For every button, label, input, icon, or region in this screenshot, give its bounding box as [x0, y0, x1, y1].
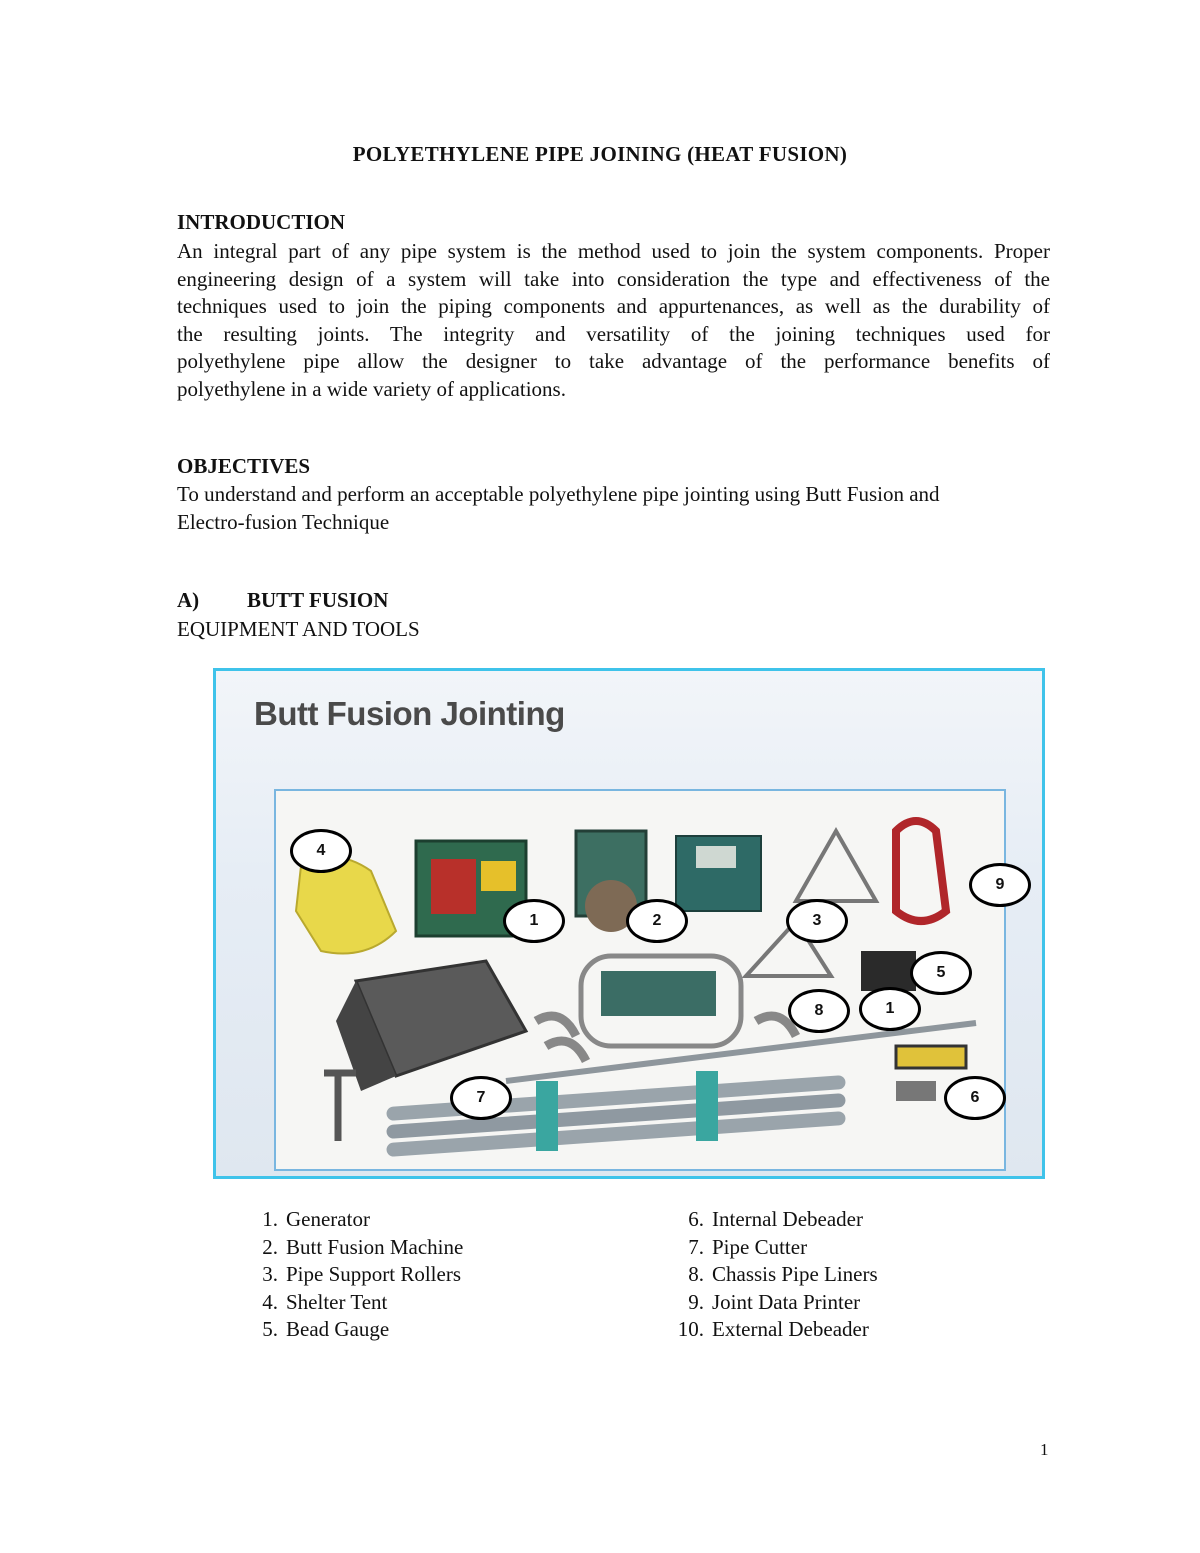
equipment-list-left — [244, 1206, 463, 1344]
document-title: POLYETHYLENE PIPE JOINING (HEAT FUSION) — [352, 142, 848, 166]
objectives-paragraph — [177, 481, 940, 536]
list-label: Butt Fusion Machine — [286, 1234, 464, 1259]
objectives-line: To understand and perform an acceptable polyethylene pipe jointing using Butt Fusion and — [177, 482, 940, 506]
figure-title: Butt Fusion Jointing — [254, 695, 565, 732]
list-label: Joint Data Printer — [712, 1289, 861, 1314]
section-a-letter: A) — [177, 588, 200, 612]
callout-3: 3 — [786, 899, 848, 943]
list-item — [670, 1289, 878, 1317]
list-item — [244, 1289, 463, 1317]
list-number: 1. — [262, 1207, 278, 1231]
section-a-title: BUTT FUSION — [247, 588, 389, 612]
list-label: Shelter Tent — [286, 1289, 388, 1314]
list-label: Chassis Pipe Liners — [712, 1262, 878, 1286]
list-label: Internal Debeader — [712, 1207, 863, 1231]
callout-7: 7 — [450, 1076, 512, 1120]
list-number: 7. — [688, 1234, 704, 1259]
callout-6: 6 — [944, 1076, 1006, 1120]
list-number: 8. — [688, 1262, 704, 1286]
equipment-illustration — [276, 791, 1004, 1169]
introduction-paragraph — [177, 238, 1050, 403]
list-item — [670, 1234, 878, 1262]
equipment-list-right — [670, 1206, 878, 1344]
list-number: 6. — [688, 1207, 704, 1231]
introduction-line: polyethylene pipe allow the designer to take advantage of the performance benefits of — [177, 349, 1050, 373]
list-item — [244, 1316, 463, 1344]
list-number: 5. — [262, 1317, 278, 1341]
callout-2: 2 — [626, 899, 688, 943]
section-a-heading — [177, 588, 388, 613]
list-label: Pipe Cutter — [712, 1234, 808, 1259]
list-number: 3. — [262, 1262, 278, 1286]
callout-10: 1 — [859, 987, 921, 1031]
list-label: Pipe Support Rollers — [286, 1262, 462, 1286]
page-number: 1 — [1040, 1440, 1049, 1459]
objectives-line: Electro-fusion Technique — [177, 509, 390, 534]
equipment-photo — [274, 789, 1006, 1171]
butt-fusion-figure — [213, 668, 1045, 1179]
list-item — [670, 1206, 878, 1234]
list-item — [670, 1261, 878, 1289]
list-number: 2. — [262, 1234, 278, 1259]
introduction-line: engineering design of a system will take into consideration the type and effectiveness of the — [177, 266, 1050, 291]
introduction-line: An integral part of any pipe system is the method used to join the system components. Proper — [177, 239, 1050, 263]
list-item — [244, 1261, 463, 1289]
list-label: Bead Gauge — [286, 1317, 390, 1341]
introduction-heading: INTRODUCTION — [177, 210, 346, 234]
list-number: 10. — [677, 1317, 704, 1341]
introduction-line: the resulting joints. The integrity and versatility of the joining techniques used for — [177, 321, 1050, 346]
callout-5: 5 — [910, 951, 972, 995]
introduction-line: polyethylene in a wide variety of applications. — [177, 376, 566, 401]
list-item — [244, 1234, 463, 1262]
list-item — [244, 1206, 463, 1234]
section-a-subheading: EQUIPMENT AND TOOLS — [177, 617, 420, 641]
list-label: External Debeader — [712, 1317, 869, 1341]
list-number: 9. — [688, 1289, 704, 1314]
list-item — [670, 1316, 878, 1344]
list-label: Generator — [286, 1207, 370, 1231]
callout-1: 1 — [503, 899, 565, 943]
list-number: 4. — [262, 1289, 278, 1314]
introduction-line: techniques used to join the piping components and appurtenances, as well as the durability of — [177, 294, 1050, 318]
callout-4: 4 — [290, 829, 352, 873]
callout-9: 9 — [969, 863, 1031, 907]
callout-8: 8 — [788, 989, 850, 1033]
objectives-heading: OBJECTIVES — [177, 454, 311, 478]
